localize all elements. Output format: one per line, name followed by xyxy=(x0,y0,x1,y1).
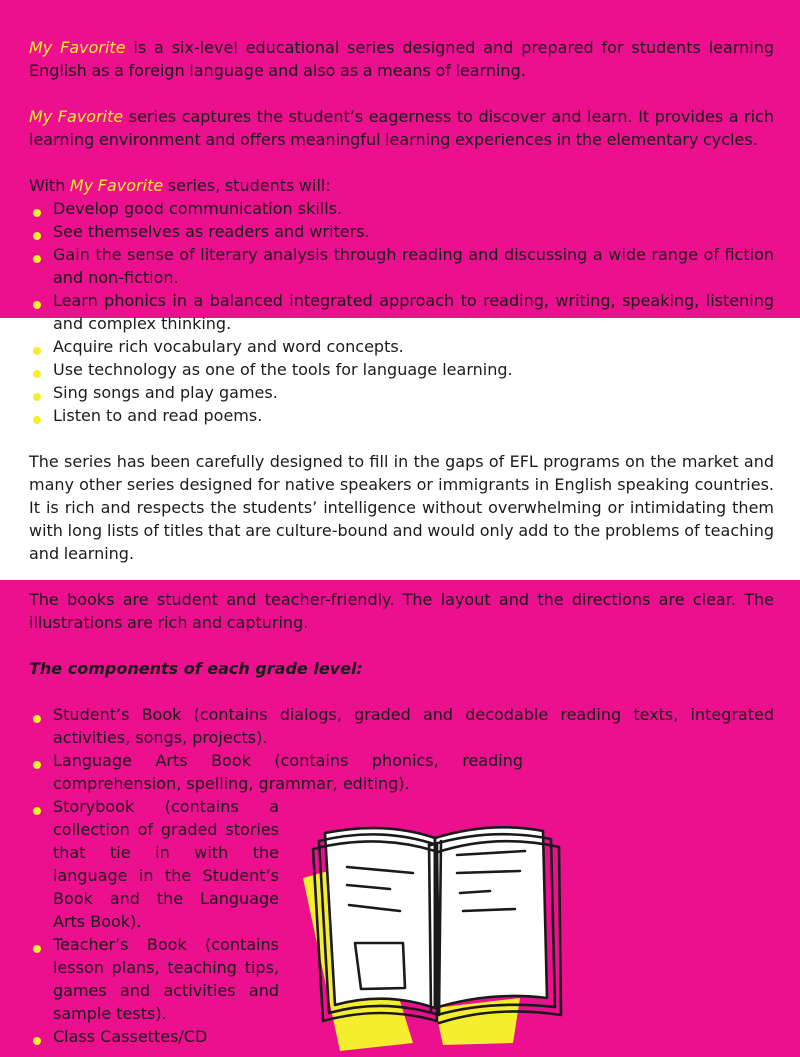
intro-paragraph: My Favorite is a six-level educational series designed and prepared for students learning English as a foreign language and also as a means of learning. xyxy=(29,38,775,80)
students-will-intro: With My Favorite series, students will: xyxy=(29,176,331,195)
list-item: Use technology as one of the tools for language learning. xyxy=(29,358,774,381)
components-heading: The components of each grade level: xyxy=(29,659,363,678)
list-item: Student’s Book (contains dialogs, graded and decodable reading texts, integrated activities, songs, projects). xyxy=(29,703,774,749)
eagerness-paragraph: My Favorite series captures the student’s eagerness to discover and learn. It provides a rich learning environment and offers meaningful learning experiences in the elementary cycles. xyxy=(29,107,774,149)
friendly-paragraph: The books are student and teacher-friendly. The layout and the directions are clear. The illustrations are rich and capturing. xyxy=(29,590,774,632)
list-item: Learn phonics in a balanced integrated approach to reading, writing, speaking, listening and complex thinking. xyxy=(29,289,774,335)
list-item: Gain the sense of literary analysis through reading and discussing a wide range of fiction and non-fiction. xyxy=(29,243,774,289)
list-item: Acquire rich vocabulary and word concepts. xyxy=(29,335,774,358)
list-item: Listen to and read poems. xyxy=(29,404,774,427)
list-item: Storybook (contains a collection of graded stories that tie in with the language in the Student’s Book and the Language Arts Book). xyxy=(29,795,279,933)
list-item: Sing songs and play games. xyxy=(29,381,774,404)
brand-name: My Favorite xyxy=(29,107,124,126)
document-body xyxy=(29,0,774,1048)
list-item: Language Arts Book (contains phonics, reading comprehension, spelling, grammar, editing). xyxy=(29,749,523,795)
list-item: See themselves as readers and writers. xyxy=(29,220,774,243)
list-item: Teacher’s Book (contains lesson plans, teaching tips, games and activities and sample tests). xyxy=(29,933,279,1025)
brand-name: My Favorite xyxy=(69,176,164,195)
list-item: Class Cassettes/CD xyxy=(29,1025,279,1048)
components-list xyxy=(29,703,774,1048)
brand-name: My Favorite xyxy=(29,38,126,57)
outcomes-list xyxy=(29,197,774,427)
list-item: Develop good communication skills. xyxy=(29,197,774,220)
gaps-paragraph: The series has been carefully designed to fill in the gaps of EFL programs on the market and many other series designed for native speakers or immigrants in English speaking countries. It is rich and respects the students’ intelligence without overwhelming or intimidating them with long lists of titles that are culture-bound and would only add to the problems of teaching and learning. xyxy=(29,452,774,563)
